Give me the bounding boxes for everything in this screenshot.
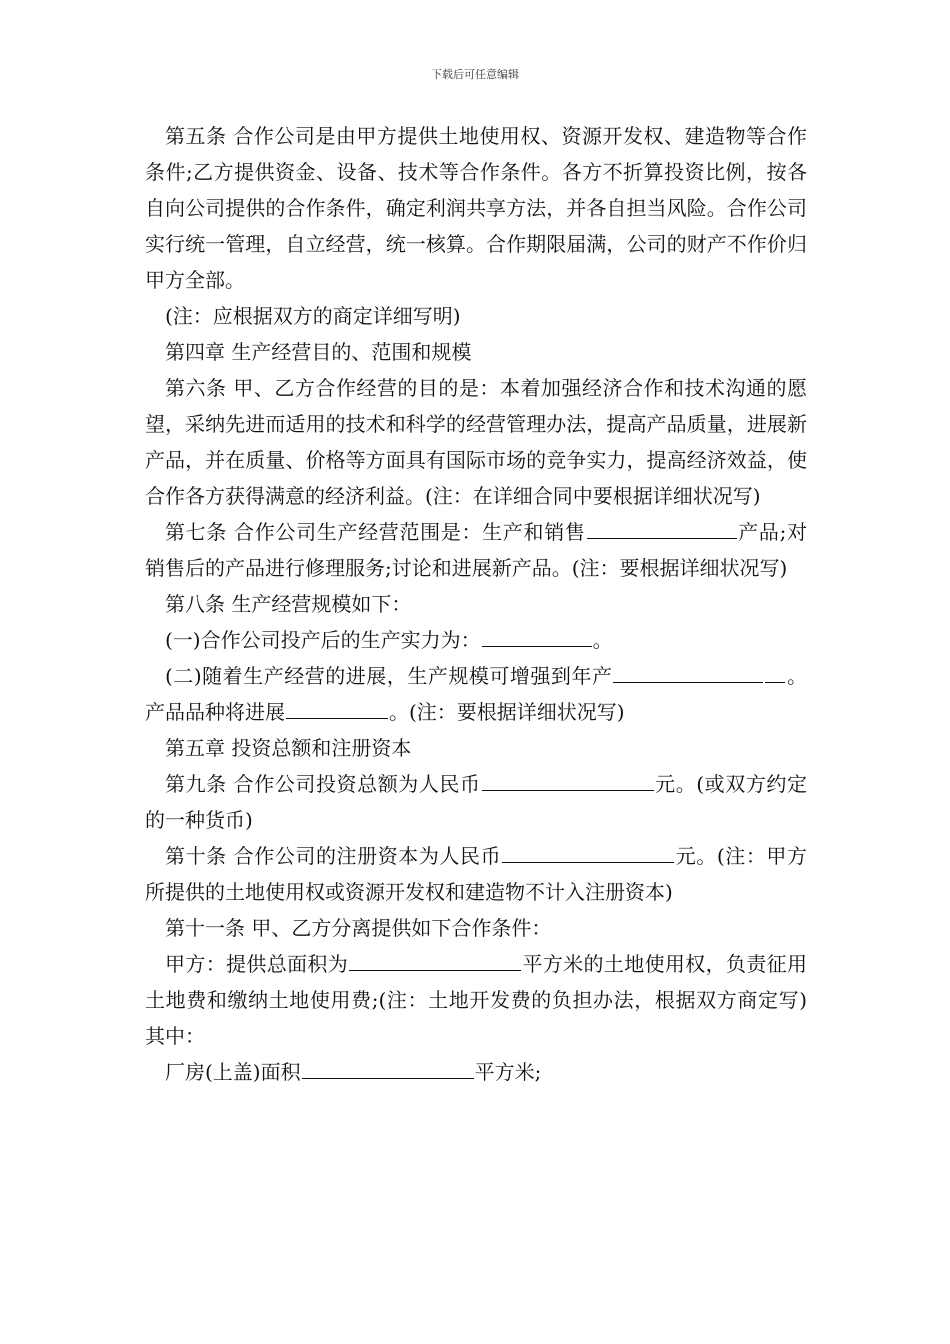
party-a-text-a: 甲方：提供总面积为 (165, 952, 349, 976)
blank-field (286, 696, 388, 719)
blank-field (482, 768, 654, 791)
item-2-text-b: 。产品品种将进展 (145, 664, 808, 724)
chapter-4-title: 第四章 生产经营目的、范围和规模 (165, 340, 472, 364)
chapter-5-title: 第五章 投资总额和注册资本 (165, 736, 412, 760)
note-1: (注：应根据双方的商定详细写明) (165, 304, 461, 328)
item-1 (145, 622, 807, 658)
page-header: 下载后可任意编辑 (431, 68, 519, 81)
document-body (145, 118, 807, 1090)
article-9-text-a: 第九条 合作公司投资总额为人民币 (165, 772, 481, 796)
article-10 (145, 838, 807, 910)
article-7-text-a: 第七条 合作公司生产经营范围是：生产和销售 (165, 520, 586, 544)
article-7-text-b: 产品;对销售后的产品进行修理服务;讨论和进展新产品。(注：要根据详细状况写) (145, 520, 807, 580)
article-7 (145, 514, 807, 586)
item-2-text-a: (二)随着生产经营的进展，生产规模可增强到年产 (165, 664, 613, 688)
article-9 (145, 766, 807, 838)
blank-field (613, 660, 763, 683)
blank-field (302, 1056, 474, 1079)
blank-field (587, 516, 737, 539)
item-2-text-c: 。(注：要根据详细状况写) (389, 700, 625, 724)
blank-field (482, 624, 592, 647)
factory-area (145, 1054, 807, 1090)
article-10-text-b: 元。(注：甲方所提供的土地使用权或资源开发权和建造物不计入注册资本) (145, 844, 807, 904)
party-a-text-b: 平方米的土地使用权，负责征用土地费和缴纳土地使用费;(注：土地开发费的负担办法，根据双方商定写)其中： (145, 952, 808, 1048)
item-1-text-a: (一)合作公司投产后的生产实力为： (165, 628, 481, 652)
article-11: 第十一条 甲、乙方分离提供如下合作条件： (165, 916, 552, 940)
blank-field (349, 948, 521, 971)
article-8: 第八条 生产经营规模如下： (165, 592, 412, 616)
article-5: 第五条 合作公司是由甲方提供土地使用权、资源开发权、建造物等合作条件;乙方提供资金、设备、技术等合作条件。各方不折算投资比例，按各自向公司提供的合作条件，确定利润共享方法，并各自担当风险。合作公司实行统一管理，自立经营，统一核算。合作期限届满，公司的财产不作价归甲方全部。 (145, 124, 807, 292)
blank-field (765, 660, 785, 683)
factory-area-text-a: 厂房(上盖)面积 (165, 1060, 301, 1084)
item-1-text-b: 。 (592, 628, 613, 652)
article-10-text-a: 第十条 合作公司的注册资本为人民币 (165, 844, 502, 868)
factory-area-text-b: 平方米; (474, 1060, 542, 1084)
article-6: 第六条 甲、乙方合作经营的目的是：本着加强经济合作和技术沟通的愿望，采纳先进而适用的技术和科学的经营管理办法，提高产品质量，进展新产品，并在质量、价格等方面具有国际市场的竞争实力，提高经济效益，使合作各方获得满意的经济利益。(注：在详细合同中要根据详细状况写) (145, 376, 807, 508)
party-a-conditions (145, 946, 807, 1054)
article-9-text-b: 元。(或双方约定的一种货币) (145, 772, 807, 832)
blank-field (502, 840, 674, 863)
item-2 (145, 658, 807, 730)
